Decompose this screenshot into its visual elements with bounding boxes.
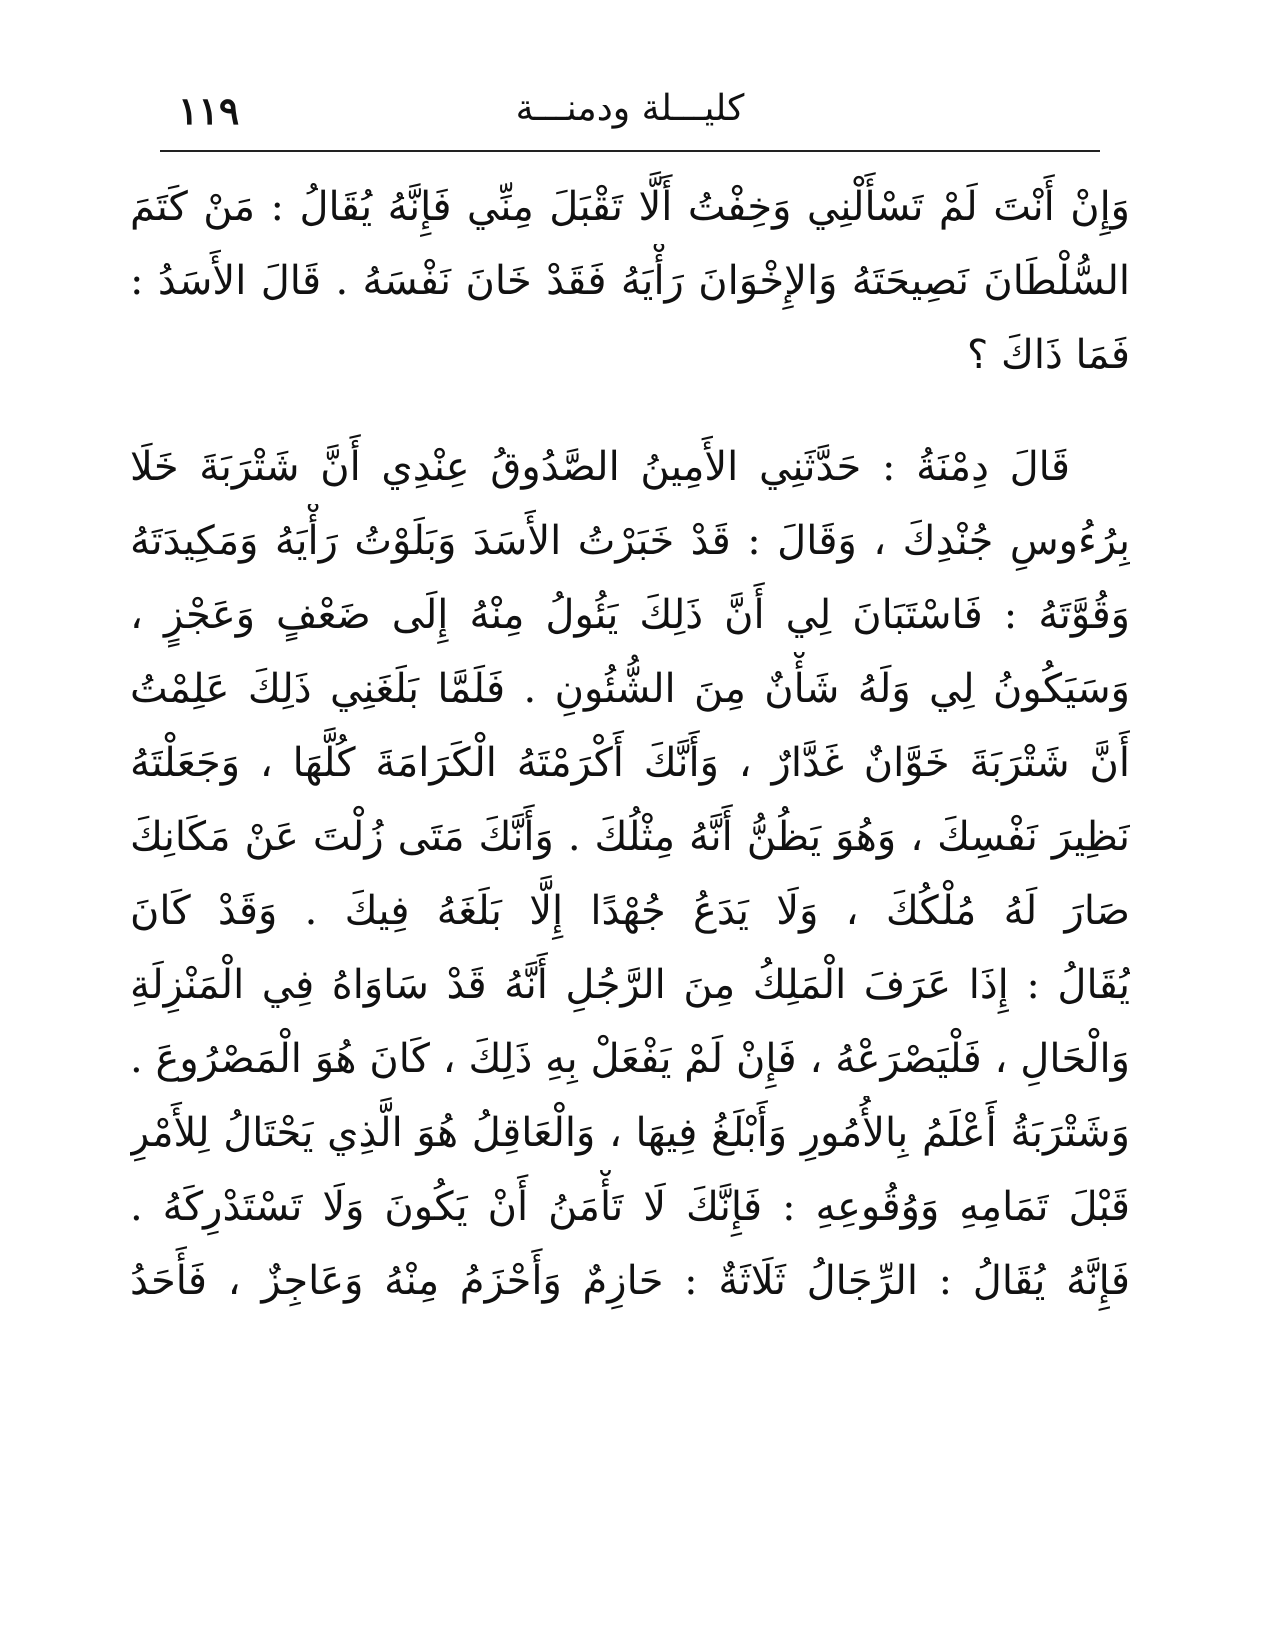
header-rule: [160, 150, 1100, 152]
text-line: فَإِنَّهُ يُقَالُ : الرِّجَالُ ثَلَاثَةٌ : حَازِمٌ وَأَحْزَمُ مِنْهُ وَعَاجِزٌ ، فَأَحَدُ: [130, 1258, 1130, 1304]
text-line: فَمَا ذَاكَ ؟: [967, 332, 1130, 378]
page-number: ١١٩: [178, 88, 240, 133]
paragraph-gap: [130, 392, 1130, 430]
text-line: السُّلْطَانَ نَصِيحَتَهُ وَالإِخْوَانَ رَأْيَهُ فَقَدْ خَانَ نَفْسَهُ . قَالَ الأَسَدُ :: [130, 258, 1130, 304]
body-text: [130, 170, 1130, 1318]
text-line: بِرُءُوسِ جُنْدِكَ ، وَقَالَ : قَدْ خَبَرْتُ الأَسَدَ وَبَلَوْتُ رَأْيَهُ وَمَكِيدَتَهُ: [130, 518, 1130, 564]
text-line: أَنَّ شَتْرَبَةَ خَوَّانٌ غَدَّارٌ ، وَأَنَّكَ أَكْرَمْتَهُ الْكَرَامَةَ كُلَّهَا ، وَجَعَلْتَهُ: [130, 740, 1130, 786]
paragraph-1: [130, 170, 1130, 392]
text-line: قَالَ دِمْنَةُ : حَدَّثَنِي الأَمِينُ الصَّدُوقُ عِنْدِي أَنَّ شَتْرَبَةَ خَلَا: [130, 444, 1070, 490]
text-line: وَالْحَالِ ، فَلْيَصْرَعْهُ ، فَإِنْ لَمْ يَفْعَلْ بِهِ ذَلِكَ ، كَانَ هُوَ الْمَصْرُوعَ .: [130, 1036, 1130, 1082]
paragraph-2: [130, 430, 1130, 1318]
text-line: صَارَ لَهُ مُلْكُكَ ، وَلَا يَدَعُ جُهْدًا إِلَّا بَلَغَهُ فِيكَ . وَقَدْ كَانَ: [130, 888, 1130, 934]
page-header: [160, 88, 1100, 148]
text-line: وَإِنْ أَنْتَ لَمْ تَسْأَلْنِي وَخِفْتُ أَلَّا تَقْبَلَ مِنِّي فَإِنَّهُ يُقَالُ : مَنْ كَتَمَ: [130, 184, 1130, 230]
text-line: قَبْلَ تَمَامِهِ وَوُقُوعِهِ : فَإِنَّكَ لَا تَأْمَنُ أَنْ يَكُونَ وَلَا تَسْتَدْرِكَهُ .: [130, 1184, 1130, 1230]
text-line: يُقَالُ : إِذَا عَرَفَ الْمَلِكُ مِنَ الرَّجُلِ أَنَّهُ قَدْ سَاوَاهُ فِي الْمَنْزِلَةِ: [130, 962, 1130, 1008]
text-line: وَقُوَّتَهُ : فَاسْتَبَانَ لِي أَنَّ ذَلِكَ يَئُولُ مِنْهُ إِلَى ضَعْفٍ وَعَجْزٍ ،: [130, 592, 1130, 638]
running-title: كليـــلة ودمنـــة: [515, 88, 745, 129]
text-line: وَسَيَكُونُ لِي وَلَهُ شَأْنٌ مِنَ الشُّئُونِ . فَلَمَّا بَلَغَنِي ذَلِكَ عَلِمْتُ: [130, 666, 1130, 712]
text-line: نَظِيرَ نَفْسِكَ ، وَهُوَ يَظُنُّ أَنَّهُ مِثْلُكَ . وَأَنَّكَ مَتَى زُلْتَ عَنْ مَكَانِكَ: [130, 814, 1130, 860]
text-line: وَشَتْرَبَةُ أَعْلَمُ بِالأُمُورِ وَأَبْلَغُ فِيهَا ، وَالْعَاقِلُ هُوَ الَّذِي يَحْتَالُ لِلأَمْرِ: [130, 1110, 1130, 1156]
